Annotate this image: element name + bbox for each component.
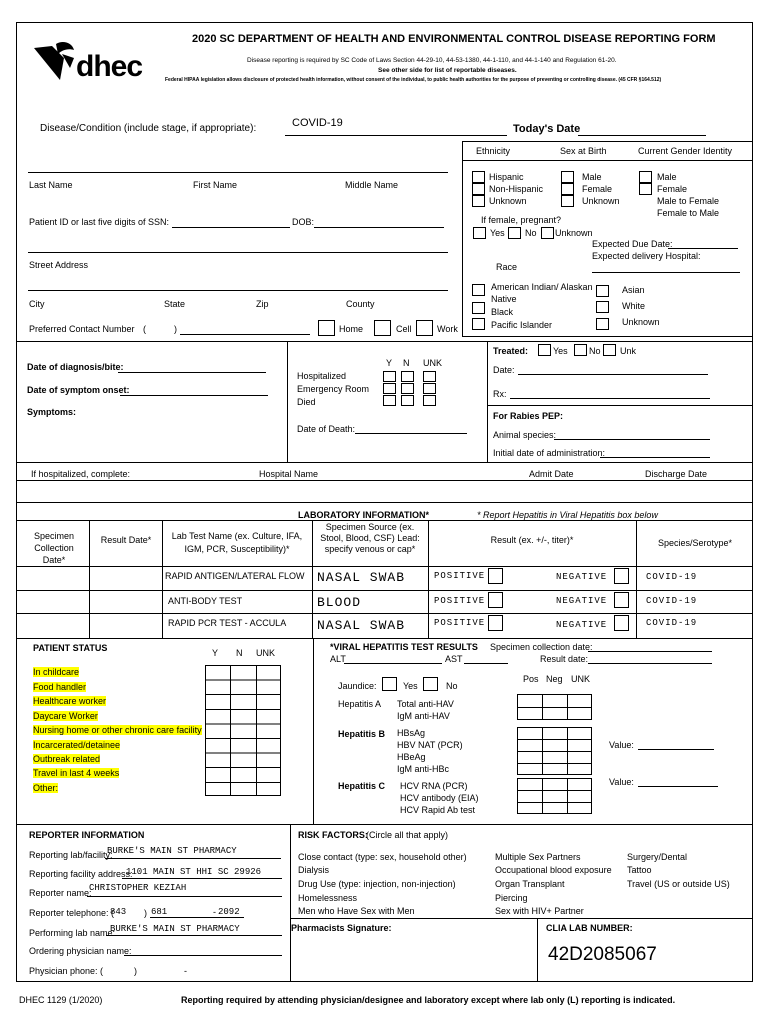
pregnant-no-label: No bbox=[525, 228, 537, 238]
sex-checkbox[interactable] bbox=[561, 183, 574, 195]
gender-option: Male bbox=[657, 172, 677, 182]
lab-species[interactable]: COVID-19 bbox=[646, 596, 698, 606]
due-date-label: Expected Due Date: bbox=[592, 239, 673, 249]
lab-negative: NEGATIVE bbox=[556, 620, 608, 630]
risk-item[interactable]: Surgery/Dental bbox=[627, 852, 688, 862]
lab-positive-checkbox[interactable] bbox=[488, 568, 503, 584]
cell-label: Cell bbox=[396, 324, 412, 334]
work-checkbox[interactable] bbox=[416, 320, 433, 336]
hep-c-test: HCV RNA (PCR) bbox=[400, 781, 468, 791]
lab-source[interactable]: BLOOD bbox=[317, 595, 362, 610]
race-checkbox[interactable] bbox=[596, 285, 609, 297]
treated-yes-label: Yes bbox=[553, 346, 568, 356]
reporter-phone-mid[interactable]: 681 bbox=[151, 907, 168, 917]
status-grid[interactable] bbox=[205, 665, 281, 796]
clinical-checkbox[interactable] bbox=[423, 371, 436, 382]
lab-header: Specimen Source (ex. Stool, Blood, CSF) Lead: specify venous or cap* bbox=[320, 522, 420, 554]
risk-item[interactable]: Occupational blood exposure bbox=[495, 865, 612, 875]
treated-date-label: Date: bbox=[493, 365, 515, 375]
status-item: Food handler bbox=[33, 682, 87, 692]
status-item: Travel in last 4 weeks bbox=[33, 768, 120, 778]
todays-date-label: Today's Date bbox=[513, 123, 581, 135]
header-line2: See other side for list of reportable diseases. bbox=[378, 67, 517, 74]
race-option: Unknown bbox=[622, 317, 660, 327]
hep-neg-header: Neg bbox=[546, 674, 563, 684]
risk-subtitle: (Circle all that apply) bbox=[366, 830, 449, 840]
header-line3: Federal HIPAA legislation allows disclosure of protected health information, without consent of the individual, to public health authorities for the purpose of preventing or controlling disease. (45 CFR §164.512) bbox=[165, 77, 662, 83]
lab-positive: POSITIVE bbox=[434, 618, 486, 628]
race-checkbox[interactable] bbox=[472, 284, 485, 296]
jaundice-yes-label: Yes bbox=[403, 681, 418, 691]
dob-label: DOB: bbox=[292, 217, 315, 227]
jaundice-label: Jaundice: bbox=[338, 681, 377, 691]
specimen-collection-label: Specimen collection date: bbox=[490, 642, 593, 652]
lab-header: Result Date* bbox=[100, 535, 152, 545]
status-item: Other: bbox=[33, 783, 59, 793]
n-header: N bbox=[403, 358, 410, 368]
physician-phone-close: ) bbox=[134, 966, 137, 976]
risk-item[interactable]: Organ Transplant bbox=[495, 879, 565, 889]
clinical-checkbox[interactable] bbox=[401, 395, 414, 406]
lab-positive-checkbox[interactable] bbox=[488, 592, 503, 608]
symptoms-label: Symptoms: bbox=[27, 407, 77, 417]
home-checkbox[interactable] bbox=[318, 320, 335, 336]
lab-negative: NEGATIVE bbox=[556, 596, 608, 606]
er-label: Emergency Room bbox=[297, 384, 370, 394]
lab-negative-checkbox[interactable] bbox=[614, 615, 629, 631]
race-option: Native bbox=[491, 294, 517, 304]
form-id: DHEC 1129 (1/2020) bbox=[19, 995, 103, 1005]
patient-id-label: Patient ID or last five digits of SSN: bbox=[29, 217, 170, 227]
header-line1: Disease reporting is required by SC Code of Laws Section 44-29-10, 44-53-1380, 44-1-110, and 44-1-140 and Regulation 61-20. bbox=[247, 57, 617, 64]
hep-pos-header: Pos bbox=[523, 674, 539, 684]
sex-option: Female bbox=[582, 184, 613, 194]
facility-address-label: Reporting facility address: bbox=[29, 869, 133, 879]
disease-label: Disease/Condition (include stage, if appropriate): bbox=[40, 123, 257, 134]
risk-item[interactable]: Multiple Sex Partners bbox=[495, 852, 581, 862]
if-hospitalized-label: If hospitalized, complete: bbox=[31, 469, 131, 479]
ethnicity-option: Hispanic bbox=[489, 172, 524, 182]
jaundice-no-checkbox[interactable] bbox=[423, 677, 438, 691]
status-item: Daycare Worker bbox=[33, 711, 98, 721]
hep-a-grid[interactable] bbox=[517, 694, 592, 720]
sex-option: Male bbox=[582, 172, 602, 182]
y-header: Y bbox=[386, 358, 393, 368]
treated-no-checkbox[interactable] bbox=[574, 344, 587, 356]
hep-a-test: IgM anti-HAV bbox=[397, 711, 450, 721]
hep-b-label: Hepatitis B bbox=[338, 729, 386, 739]
physician-phone-label: Physician phone: ( bbox=[29, 966, 104, 976]
diagnosis-label: Date of diagnosis/bite: bbox=[27, 362, 124, 372]
last-name-label: Last Name bbox=[29, 180, 73, 190]
sex-checkbox[interactable] bbox=[561, 171, 574, 183]
reporter-phone-close: ) bbox=[144, 908, 147, 918]
ethnicity-header: Ethnicity bbox=[476, 146, 511, 156]
risk-title: RISK FACTORS: bbox=[298, 830, 368, 840]
status-item: Outbreak related bbox=[33, 754, 101, 764]
clinical-checkbox[interactable] bbox=[423, 395, 436, 406]
hep-b-value-label: Value: bbox=[609, 740, 634, 750]
risk-item[interactable]: Travel (US or outside US) bbox=[627, 879, 730, 889]
lab-source[interactable]: NASAL SWAB bbox=[317, 570, 406, 585]
unk-header: UNK bbox=[423, 358, 443, 368]
performing-lab-value[interactable]: BURKE'S MAIN ST PHARMACY bbox=[110, 924, 240, 934]
risk-item[interactable]: Close contact (type: sex, household other) bbox=[298, 852, 467, 862]
phone-label: Preferred Contact Number bbox=[29, 324, 135, 334]
ethnicity-checkbox[interactable] bbox=[472, 183, 485, 195]
treated-yes-checkbox[interactable] bbox=[538, 344, 551, 356]
reporter-phone-dash: - bbox=[213, 907, 216, 917]
reporter-phone-last[interactable]: 2092 bbox=[218, 907, 240, 917]
facility-address-value[interactable]: 1101 MAIN ST HHI SC 29926 bbox=[126, 867, 262, 877]
clinical-checkbox[interactable] bbox=[423, 383, 436, 394]
race-checkbox[interactable] bbox=[596, 301, 609, 313]
hospitalized-label: Hospitalized bbox=[297, 371, 347, 381]
pregnant-unknown-checkbox[interactable] bbox=[541, 227, 554, 239]
reporter-phone-label: Reporter telephone: ( bbox=[29, 908, 115, 918]
animal-label: Animal species: bbox=[493, 430, 557, 440]
reporting-lab-label: Reporting lab/facility: bbox=[29, 850, 113, 860]
clia-value[interactable]: 42D2085067 bbox=[548, 944, 657, 965]
reporter-phone-area[interactable]: 843 bbox=[110, 907, 127, 917]
lab-test-name: ANTI-BODY TEST bbox=[168, 596, 243, 606]
reporting-lab-value[interactable]: BURKE'S MAIN ST PHARMACY bbox=[107, 846, 237, 856]
lab-positive-checkbox[interactable] bbox=[488, 615, 503, 631]
pregnant-yes-checkbox[interactable] bbox=[473, 227, 486, 239]
home-label: Home bbox=[339, 324, 364, 334]
lab-negative-checkbox[interactable] bbox=[614, 592, 629, 608]
hep-c-label: Hepatitis C bbox=[338, 781, 386, 791]
status-item: Nursing home or other chronic care facility bbox=[33, 725, 202, 735]
lab-header: Specimen Collection Date* bbox=[33, 531, 75, 565]
hep-b-grid[interactable] bbox=[517, 727, 592, 775]
gender-checkbox[interactable] bbox=[639, 171, 652, 183]
reporter-name-value[interactable]: CHRISTOPHER KEZIAH bbox=[89, 883, 187, 893]
hospital-name-header: Hospital Name bbox=[259, 469, 319, 479]
delivery-hospital-label: Expected delivery Hospital: bbox=[592, 251, 701, 261]
admit-date-header: Admit Date bbox=[529, 469, 574, 479]
pregnant-label: If female, pregnant? bbox=[481, 215, 562, 225]
risk-item[interactable]: Dialysis bbox=[298, 865, 330, 875]
lab-header: Result (ex. +/-, titer)* bbox=[490, 535, 574, 545]
performing-lab-label: Performing lab name: bbox=[29, 928, 116, 938]
onset-label: Date of symptom onset: bbox=[27, 385, 130, 395]
pregnant-unknown-label: Unknown bbox=[555, 228, 593, 238]
pregnant-yes-label: Yes bbox=[490, 228, 505, 238]
died-label: Died bbox=[297, 397, 316, 407]
pharmacist-signature-label: Pharmacists Signature: bbox=[291, 923, 392, 933]
hep-unk-header: UNK bbox=[571, 674, 591, 684]
risk-item[interactable]: Tattoo bbox=[627, 865, 652, 875]
ordering-physician-label: Ordering physician name: bbox=[29, 946, 132, 956]
race-option: White bbox=[622, 301, 646, 311]
race-checkbox[interactable] bbox=[472, 302, 485, 314]
lab-header: Lab Test Name (ex. Culture, IFA, IGM, PCR, Susceptibility)* bbox=[171, 531, 303, 554]
gender-option: Female bbox=[657, 184, 688, 194]
work-label: Work bbox=[437, 324, 458, 334]
lab-positive: POSITIVE bbox=[434, 571, 486, 581]
sex-checkbox[interactable] bbox=[561, 195, 574, 207]
clinical-checkbox[interactable] bbox=[383, 395, 396, 406]
hep-b-test: HBsAg bbox=[397, 728, 426, 738]
phone-paren-close: ) bbox=[174, 324, 177, 334]
gender-option: Male to Female bbox=[657, 196, 720, 206]
sex-option: Unknown bbox=[582, 196, 620, 206]
race-header: Race bbox=[496, 262, 518, 272]
hep-c-grid[interactable] bbox=[517, 778, 592, 814]
zip-label: Zip bbox=[256, 299, 269, 309]
lab-positive: POSITIVE bbox=[434, 596, 486, 606]
form-title: 2020 SC DEPARTMENT OF HEALTH AND ENVIRONMENTAL CONTROL DISEASE REPORTING FORM bbox=[192, 33, 716, 45]
city-label: City bbox=[29, 299, 45, 309]
status-n-header: N bbox=[236, 648, 243, 658]
ethnicity-checkbox[interactable] bbox=[472, 195, 485, 207]
risk-item[interactable]: Sex with HIV+ Partner bbox=[495, 906, 584, 916]
race-checkbox[interactable] bbox=[472, 318, 485, 330]
lab-note: * Report Hepatitis in Viral Hepatitis box below bbox=[477, 510, 658, 520]
gender-checkbox[interactable] bbox=[639, 183, 652, 195]
race-option: American Indian/ Alaskan bbox=[491, 282, 593, 292]
race-option: Black bbox=[491, 307, 514, 317]
sex-header: Sex at Birth bbox=[560, 146, 607, 156]
street-label: Street Address bbox=[29, 260, 89, 270]
clinical-checkbox[interactable] bbox=[401, 383, 414, 394]
reporter-title: REPORTER INFORMATION bbox=[29, 830, 145, 840]
hep-c-value-label: Value: bbox=[609, 777, 634, 787]
county-label: County bbox=[346, 299, 375, 309]
race-option: Pacific Islander bbox=[491, 320, 553, 330]
clinical-checkbox[interactable] bbox=[383, 383, 396, 394]
status-unk-header: UNK bbox=[256, 648, 276, 658]
status-item: Healthcare worker bbox=[33, 696, 107, 706]
hep-b-test: HBeAg bbox=[397, 752, 426, 762]
risk-item[interactable]: Piercing bbox=[495, 893, 528, 903]
jaundice-yes-checkbox[interactable] bbox=[382, 677, 397, 691]
hep-a-test: Total anti-HAV bbox=[397, 699, 454, 709]
first-name-label: First Name bbox=[193, 180, 238, 190]
status-item: Incarcerated/detainee bbox=[33, 740, 121, 750]
cell-checkbox[interactable] bbox=[374, 320, 391, 336]
hep-c-test: HCV antibody (EIA) bbox=[400, 793, 479, 803]
rabies-label: For Rabies PEP: bbox=[493, 411, 564, 421]
death-date-label: Date of Death: bbox=[297, 424, 356, 434]
footer-note: Reporting required by attending physician/designee and laboratory except where lab only (L) reporting is indicated. bbox=[181, 995, 676, 1005]
ethnicity-checkbox[interactable] bbox=[472, 171, 485, 183]
ethnicity-option: Unknown bbox=[489, 196, 527, 206]
treated-no-label: No bbox=[589, 346, 601, 356]
lab-species[interactable]: COVID-19 bbox=[646, 618, 698, 628]
lab-title: LABORATORY INFORMATION* bbox=[298, 510, 429, 520]
lab-test-name: RAPID PCR TEST - ACCULA bbox=[168, 618, 287, 628]
result-date-label: Result date: bbox=[540, 654, 589, 664]
hepatitis-title: *VIRAL HEPATITIS TEST RESULTS bbox=[330, 642, 478, 652]
status-y-header: Y bbox=[212, 648, 219, 658]
gender-header: Current Gender Identity bbox=[638, 146, 733, 156]
hep-b-test: IgM anti-HBc bbox=[397, 764, 450, 774]
risk-item[interactable]: Men who Have Sex with Men bbox=[298, 906, 415, 916]
treated-unk-checkbox[interactable] bbox=[603, 344, 616, 356]
lab-species[interactable]: COVID-19 bbox=[646, 572, 698, 582]
lab-test-name: RAPID ANTIGEN/LATERAL FLOW bbox=[165, 571, 305, 581]
patient-status-title: PATIENT STATUS bbox=[33, 643, 108, 653]
clinical-checkbox[interactable] bbox=[401, 371, 414, 382]
lab-negative-checkbox[interactable] bbox=[614, 568, 629, 584]
lab-negative: NEGATIVE bbox=[556, 572, 608, 582]
dhec-logo bbox=[30, 40, 150, 84]
clinical-checkbox[interactable] bbox=[383, 371, 396, 382]
alt-label: ALT bbox=[330, 654, 346, 664]
status-item: In childcare bbox=[33, 667, 80, 677]
hep-c-test: HCV Rapid Ab test bbox=[400, 805, 476, 815]
risk-item[interactable]: Drug Use (type: injection, non-injection) bbox=[298, 879, 456, 889]
gender-option: Female to Male bbox=[657, 208, 720, 218]
disease-value[interactable]: COVID-19 bbox=[292, 117, 343, 129]
rx-label: Rx: bbox=[493, 389, 507, 399]
risk-item[interactable]: Homelessness bbox=[298, 893, 358, 903]
physician-phone-dash: - bbox=[184, 966, 187, 976]
ethnicity-option: Non-Hispanic bbox=[489, 184, 544, 194]
hep-a-label: Hepatitis A bbox=[338, 699, 382, 709]
hep-b-test: HBV NAT (PCR) bbox=[397, 740, 463, 750]
reporter-name-label: Reporter name: bbox=[29, 888, 92, 898]
lab-source[interactable]: NASAL SWAB bbox=[317, 618, 406, 633]
race-option: Asian bbox=[622, 285, 645, 295]
phone-paren-open: ( bbox=[143, 324, 146, 334]
middle-name-label: Middle Name bbox=[345, 180, 399, 190]
initial-date-label: Initial date of administration: bbox=[493, 448, 606, 458]
jaundice-no-label: No bbox=[446, 681, 458, 691]
pregnant-no-checkbox[interactable] bbox=[508, 227, 521, 239]
state-label: State bbox=[164, 299, 186, 309]
treated-label: Treated: bbox=[493, 346, 529, 356]
treated-unk-label: Unk bbox=[620, 346, 637, 356]
logo-text: dhec bbox=[76, 50, 143, 83]
race-checkbox[interactable] bbox=[596, 318, 609, 330]
discharge-date-header: Discharge Date bbox=[645, 469, 708, 479]
lab-header: Species/Serotype* bbox=[657, 538, 733, 548]
ast-label: AST bbox=[445, 654, 463, 664]
clia-label: CLIA LAB NUMBER: bbox=[546, 923, 633, 933]
